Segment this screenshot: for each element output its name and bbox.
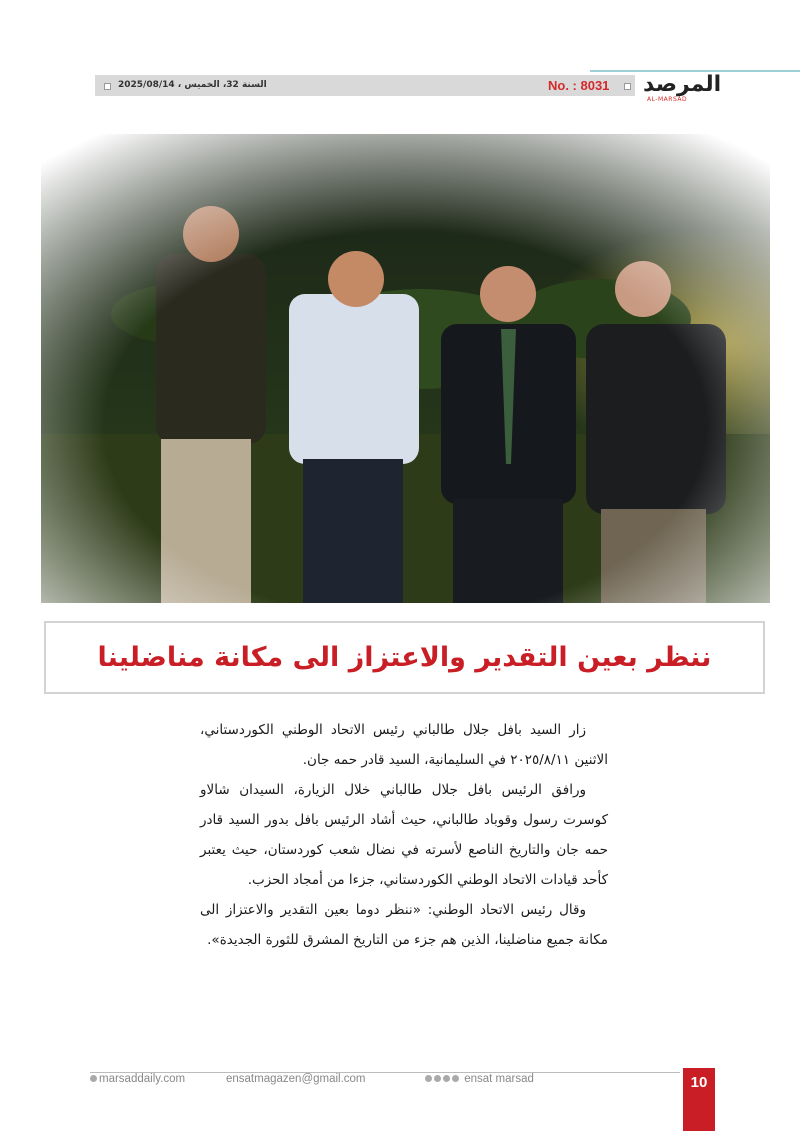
youtube-icon bbox=[452, 1075, 459, 1082]
page-number: 10 bbox=[690, 1074, 708, 1091]
article-paragraph: زار السيد بافل جلال طالباني رئيس الاتحاد الوطني الكوردستاني، الاثنين ٢٠٢٥/٨/١١ في السليمانية، السيد قادر حمه جان. bbox=[200, 722, 608, 768]
globe-icon bbox=[90, 1075, 97, 1082]
article-paragraph: وقال رئيس الاتحاد الوطني: «ننظر دوما بعين التقدير والاعتزاز الى مكانة جميع مناضلينا، الذين هم جزء من التاريخ المشرق للثورة الجديدة». bbox=[200, 902, 608, 948]
page-number-box bbox=[683, 1068, 715, 1131]
footer-email[interactable] bbox=[226, 1071, 366, 1087]
email-text: ensatmagazen@gmail.com bbox=[226, 1073, 366, 1085]
footer-social[interactable] bbox=[425, 1071, 534, 1087]
article-body bbox=[200, 715, 608, 955]
headline-box bbox=[44, 621, 765, 694]
issue-number: No. : 8031 bbox=[548, 78, 610, 93]
bullet-icon bbox=[624, 83, 631, 90]
article-paragraph: ورافق الرئيس بافل جلال طالباني خلال الزيارة، السيدان شالاو كوسرت رسول وقوباد طالباني، حيث أشاد الرئيس بافل بدور السيد قادر حمه جان والتاريخ الناصع لأسرته في نضال شعب كوردستان، حيث يعتبر كأحد قيادات الاتحاد الوطني الكوردستاني، جزءا من أمجاد الحزب. bbox=[200, 782, 608, 888]
bullet-icon bbox=[104, 83, 111, 90]
facebook-icon bbox=[425, 1075, 432, 1082]
issue-date: السنة 32، الخميس ، 2025/08/14 bbox=[118, 80, 267, 90]
news-photo bbox=[41, 134, 770, 603]
newspaper-logo bbox=[643, 72, 723, 108]
twitter-icon bbox=[434, 1075, 441, 1082]
social-handle: ensat marsad bbox=[464, 1073, 534, 1085]
logo-subtext: AL-MARSAD bbox=[647, 96, 688, 103]
footer-website[interactable] bbox=[90, 1071, 185, 1087]
headline: ننظر بعين التقدير والاعتزاز الى مكانة مناضلينا bbox=[97, 642, 712, 673]
website-text: marsaddaily.com bbox=[99, 1073, 186, 1085]
logo-text: المرصد bbox=[643, 72, 722, 97]
instagram-icon bbox=[443, 1075, 450, 1082]
